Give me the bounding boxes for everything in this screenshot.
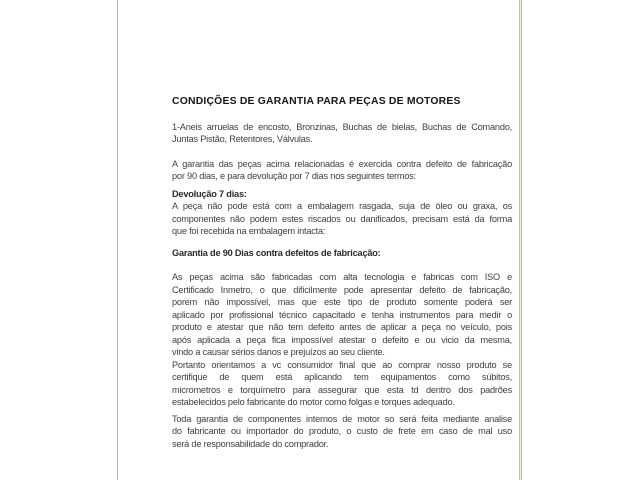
final-note-paragraph [172,413,512,451]
document-content [172,96,512,450]
text-line: componentes não podem estes riscados ou danificados, precisam está da forma [172,213,512,224]
garantia90-body-paragraph-1 [172,271,512,359]
text-line: 1-Aneis arruelas de encosto, Bronzinas, Buchas de bielas, Buchas de Comando, [172,121,512,132]
page-right-rule [519,0,522,480]
text-line: será de responsabilidade do comprador. [172,438,329,449]
devolucao-body-paragraph [172,200,512,238]
text-line: que foi recebida na embalagem intacta: [172,226,326,236]
text-line: vindo a causar sérios danos e prejuízos ao seu cliente. [172,347,385,357]
text-line: do fabricante ou importador do produto, o custo de frete em caso de mal uso [172,426,512,436]
text-line: Toda garantia de componentes internos de motor so será feita mediante analise [172,413,512,424]
text-line: porem não impossível, mas que este tipo de produto somente poderá ser [172,297,512,307]
text-line: Juntas Pistão, Retentores, Válvulas. [172,134,313,144]
text-line: certifique de quem está aplicando tem equipamentos como súbitos, [172,372,512,382]
text-line: As peças acima são fabricadas com alta tecnologia e fabricas com ISO e [172,272,512,282]
page-left-rule [117,0,118,480]
devolucao-heading: Devolução 7 dias: [172,188,247,199]
text-line: produto e atestar que não tem defeito antes de aplicar a peça no veículo, pois [172,322,512,332]
warranty-terms-paragraph [172,158,512,183]
text-line: estabelecidos pelo fabricante do motor como folgas e torques adequado. [172,397,455,407]
text-line: por 90 dias, e para devolução por 7 dias nos seguintes termos: [172,171,416,181]
text-line: A peça não pode está com a embalagem rasgada, suja de óleo ou graxa, os [172,201,512,211]
garantia90-body-paragraph-2 [172,359,512,409]
parts-list-paragraph [172,121,512,146]
text-line: micrometros e torquímetro para assegurar que esta td dentro dos padrões [172,384,512,395]
text-line: A garantia das peças acima relacionadas é exercida contra defeito de fabricação [172,158,512,169]
text-line: Portanto orientamos a vc consumidor final que ao comprar nosso produto se [172,359,512,370]
document-title: CONDIÇÕES DE GARANTIA PARA PEÇAS DE MOTORES [172,96,461,107]
text-line: Certificado Inmetro, o que dificilmente pode apresentar defeito de fabricação, [172,284,512,295]
text-line: após aplicada a peça fica impossível atestar o defeito e ou vicio da mesma, [172,334,512,345]
garantia90-heading: Garantia de 90 Dias contra defeitos de fabricação: [172,247,381,258]
text-line: aplicado por profissional técnico capacitado e tenha instrumentos para medir o [172,309,512,320]
